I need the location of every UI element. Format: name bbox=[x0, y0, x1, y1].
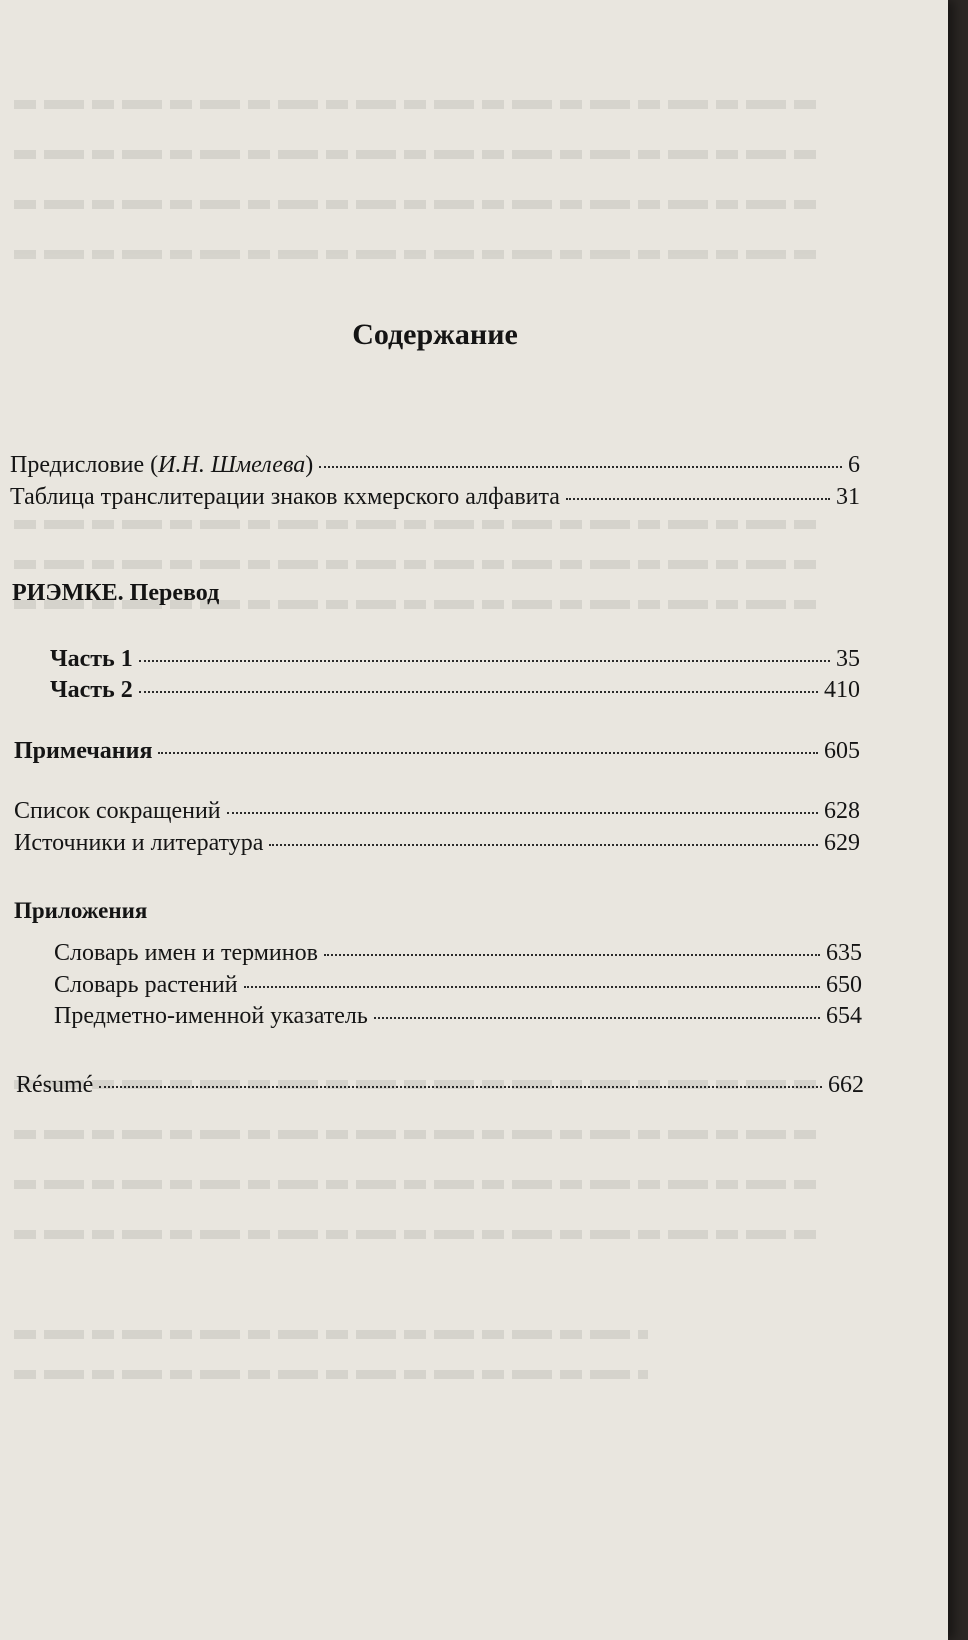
dot-leader bbox=[158, 752, 818, 754]
dot-leader bbox=[139, 691, 818, 693]
toc-entry-abbreviations bbox=[14, 798, 860, 825]
toc-entry-label: Список сокращений bbox=[14, 798, 221, 824]
toc-entry-label: Предметно-именной указатель bbox=[54, 1003, 368, 1029]
page-title: Содержание bbox=[352, 318, 518, 351]
toc-page-number: 410 bbox=[824, 677, 860, 703]
toc-entry-label: Словарь растений bbox=[54, 972, 238, 998]
toc-entry-notes bbox=[14, 738, 860, 765]
dot-leader bbox=[139, 660, 830, 662]
toc-page-number: 6 bbox=[848, 452, 860, 478]
toc-entry-part-1 bbox=[50, 646, 860, 673]
toc-page-number: 605 bbox=[824, 738, 860, 764]
dot-leader bbox=[99, 1086, 822, 1088]
dot-leader bbox=[227, 812, 818, 814]
dot-leader bbox=[269, 844, 818, 846]
toc-entry-label: Таблица транслитерации знаков кхмерского алфавита bbox=[10, 484, 560, 510]
toc-entry-glossary-names bbox=[54, 940, 862, 967]
toc-entry-label: Словарь имен и терминов bbox=[54, 940, 318, 966]
toc-page-number: 35 bbox=[836, 646, 860, 672]
section-title: РИЭМКЕ. Перевод bbox=[12, 580, 220, 606]
toc-page-number: 654 bbox=[826, 1003, 862, 1029]
toc-entry-transliteration-table bbox=[10, 484, 860, 511]
toc-entry-sources bbox=[14, 830, 860, 857]
dot-leader bbox=[319, 466, 842, 468]
toc-entry-label: Résumé bbox=[16, 1072, 94, 1098]
toc-page-number: 662 bbox=[828, 1072, 864, 1098]
appendix-title: Приложения bbox=[14, 898, 148, 923]
toc-page-number: 635 bbox=[826, 940, 862, 966]
toc-entry-preface bbox=[10, 452, 860, 479]
toc-page-number: 629 bbox=[824, 830, 860, 856]
toc-entry-label: Примечания bbox=[14, 738, 153, 764]
toc-entry-label: Источники и литература bbox=[14, 830, 264, 856]
dot-leader bbox=[374, 1017, 820, 1019]
toc-page-number: 650 bbox=[826, 972, 862, 998]
dot-leader bbox=[244, 986, 820, 988]
dot-leader bbox=[324, 954, 820, 956]
toc-page-number: 31 bbox=[836, 484, 860, 510]
toc-entry-label: Часть 2 bbox=[50, 677, 133, 703]
toc-entry-part-2 bbox=[50, 677, 860, 704]
toc-entry-resume bbox=[16, 1072, 864, 1099]
toc-entry-glossary-plants bbox=[54, 972, 862, 999]
toc-entry-label: Предисловие (И.Н. Шмелева) bbox=[10, 452, 314, 478]
toc-entry-index bbox=[54, 1003, 862, 1030]
dot-leader bbox=[566, 498, 830, 500]
toc-page-number: 628 bbox=[824, 798, 860, 824]
toc-entry-label: Часть 1 bbox=[50, 646, 133, 672]
